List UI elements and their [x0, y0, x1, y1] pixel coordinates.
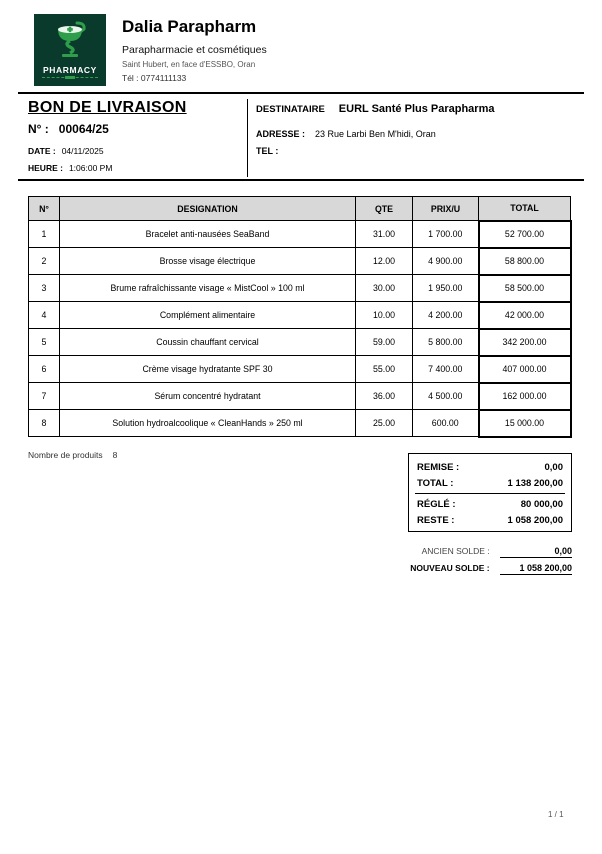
reste-value: 1 058 200,00: [507, 514, 563, 526]
regle-label: RÉGLÉ :: [417, 498, 456, 510]
company-address: Saint Hubert, en face d'ESSBO, Oran: [122, 60, 256, 69]
regle-value: 80 000,00: [520, 498, 563, 510]
ancien-solde-line: [352, 546, 572, 558]
nouveau-solde-line: [352, 563, 572, 575]
table-cell: 7 400.00: [413, 356, 479, 383]
table-cell: Sérum concentré hydratant: [60, 383, 356, 410]
table-cell: 58 500.00: [479, 275, 571, 302]
table-cell: 52 700.00: [479, 221, 571, 248]
regle-row: [417, 496, 563, 512]
company-phone: Tél : 0774111133: [122, 73, 187, 83]
logo-divider: [42, 77, 98, 81]
ancien-solde-value: 0,00: [500, 546, 572, 558]
company-tagline: Parapharmacie et cosmétiques: [122, 44, 267, 56]
table-cell: 1 950.00: [413, 275, 479, 302]
table-cell: 3: [29, 275, 60, 302]
document-time-value: 1:06:00 PM: [68, 163, 113, 173]
nouveau-solde-label: NOUVEAU SOLDE :: [410, 563, 490, 573]
table-cell: 4 200.00: [413, 302, 479, 329]
items-table-wrapper: [28, 196, 570, 438]
table-cell: 31.00: [356, 221, 413, 248]
table-cell: Complément alimentaire: [60, 302, 356, 329]
document-title: BON DE LIVRAISON: [28, 99, 187, 116]
document-number-label: N° :: [28, 122, 49, 136]
table-cell: 1 700.00: [413, 221, 479, 248]
remise-row: [417, 459, 563, 475]
recipient-name: EURL Santé Plus Parapharma: [338, 103, 495, 115]
table-cell: 162 000.00: [479, 383, 571, 410]
ancien-solde-label: ANCIEN SOLDE :: [421, 546, 490, 556]
document-number-value: 00064/25: [58, 122, 109, 136]
table-cell: 4: [29, 302, 60, 329]
recipient-label: DESTINATAIRE: [256, 104, 325, 115]
col-header-designation: DESIGNATION: [60, 197, 356, 221]
table-cell: 12.00: [356, 248, 413, 275]
products-count-value: 8: [112, 450, 118, 460]
table-cell: 407 000.00: [479, 356, 571, 383]
products-count-label: Nombre de produits: [28, 450, 103, 460]
table-cell: 4 900.00: [413, 248, 479, 275]
pharmacy-cup-snake-icon: [48, 19, 92, 64]
company-name: Dalia Parapharm: [122, 17, 257, 36]
recipient-line: [256, 103, 494, 115]
totals-summary-box: [408, 453, 572, 532]
logo-wordmark: PHARMACY: [43, 65, 97, 75]
table-cell: 6: [29, 356, 60, 383]
table-cell: Crème visage hydratante SPF 30: [60, 356, 356, 383]
col-header-total: TOTAL: [479, 197, 571, 221]
table-cell: 42 000.00: [479, 302, 571, 329]
table-row: [29, 302, 571, 329]
table-row: [29, 248, 571, 275]
table-cell: 10.00: [356, 302, 413, 329]
table-cell: 1: [29, 221, 60, 248]
remise-value: 0,00: [544, 461, 563, 473]
table-cell: 2: [29, 248, 60, 275]
table-cell: 25.00: [356, 410, 413, 437]
table-cell: 55.00: [356, 356, 413, 383]
table-cell: Solution hydroalcoolique « CleanHands » 250 ml: [60, 410, 356, 437]
recipient-tel-label: TEL :: [256, 146, 279, 156]
table-cell: Bracelet anti-nausées SeaBand: [60, 221, 356, 248]
recipient-address-value: 23 Rue Larbi Ben M'hidi, Oran: [315, 129, 436, 139]
reste-row: [417, 512, 563, 528]
table-cell: Brosse visage électrique: [60, 248, 356, 275]
document-number: [28, 122, 109, 136]
document-date-value: 04/11/2025: [61, 146, 104, 156]
recipient-address-line: [256, 129, 436, 139]
table-cell: Coussin chauffant cervical: [60, 329, 356, 356]
recipient-address-label: ADRESSE :: [256, 129, 306, 139]
table-cell: 5 800.00: [413, 329, 479, 356]
products-count-line: [28, 450, 117, 460]
document-date: [28, 146, 104, 156]
table-cell: 342 200.00: [479, 329, 571, 356]
table-cell: 7: [29, 383, 60, 410]
remise-label: REMISE :: [417, 461, 460, 473]
table-row: [29, 329, 571, 356]
table-cell: 5: [29, 329, 60, 356]
col-header-qte: QTE: [356, 197, 413, 221]
page-number: 1 / 1: [548, 810, 564, 819]
table-row: [29, 356, 571, 383]
nouveau-solde-value: 1 058 200,00: [500, 563, 572, 575]
table-row: [29, 275, 571, 302]
table-cell: 36.00: [356, 383, 413, 410]
document-time: [28, 163, 112, 173]
table-row: [29, 383, 571, 410]
reste-label: RESTE :: [417, 514, 455, 526]
total-value: 1 138 200,00: [507, 477, 563, 489]
header-divider: [18, 92, 584, 94]
document-date-label: DATE :: [28, 146, 56, 156]
col-header-prix-u: PRIX/U: [413, 197, 479, 221]
summary-divider: [415, 493, 565, 494]
table-cell: 30.00: [356, 275, 413, 302]
info-vertical-divider: [247, 99, 248, 177]
document-time-label: HEURE :: [28, 163, 63, 173]
info-bottom-divider: [18, 179, 584, 181]
recipient-tel-line: [256, 146, 278, 156]
table-row: [29, 410, 571, 437]
table-cell: Brume rafraîchissante visage « MistCool » 100 ml: [60, 275, 356, 302]
table-cell: 15 000.00: [479, 410, 571, 437]
table-header-row: [29, 197, 571, 221]
table-cell: 4 500.00: [413, 383, 479, 410]
table-body: [29, 221, 571, 437]
table-cell: 58 800.00: [479, 248, 571, 275]
total-row: [417, 475, 563, 491]
table-cell: 600.00: [413, 410, 479, 437]
company-logo: [34, 14, 106, 86]
col-header-num: N°: [29, 197, 60, 221]
table-cell: 8: [29, 410, 60, 437]
total-label: TOTAL :: [417, 477, 454, 489]
table-cell: 59.00: [356, 329, 413, 356]
items-table: [28, 196, 572, 438]
table-row: [29, 221, 571, 248]
